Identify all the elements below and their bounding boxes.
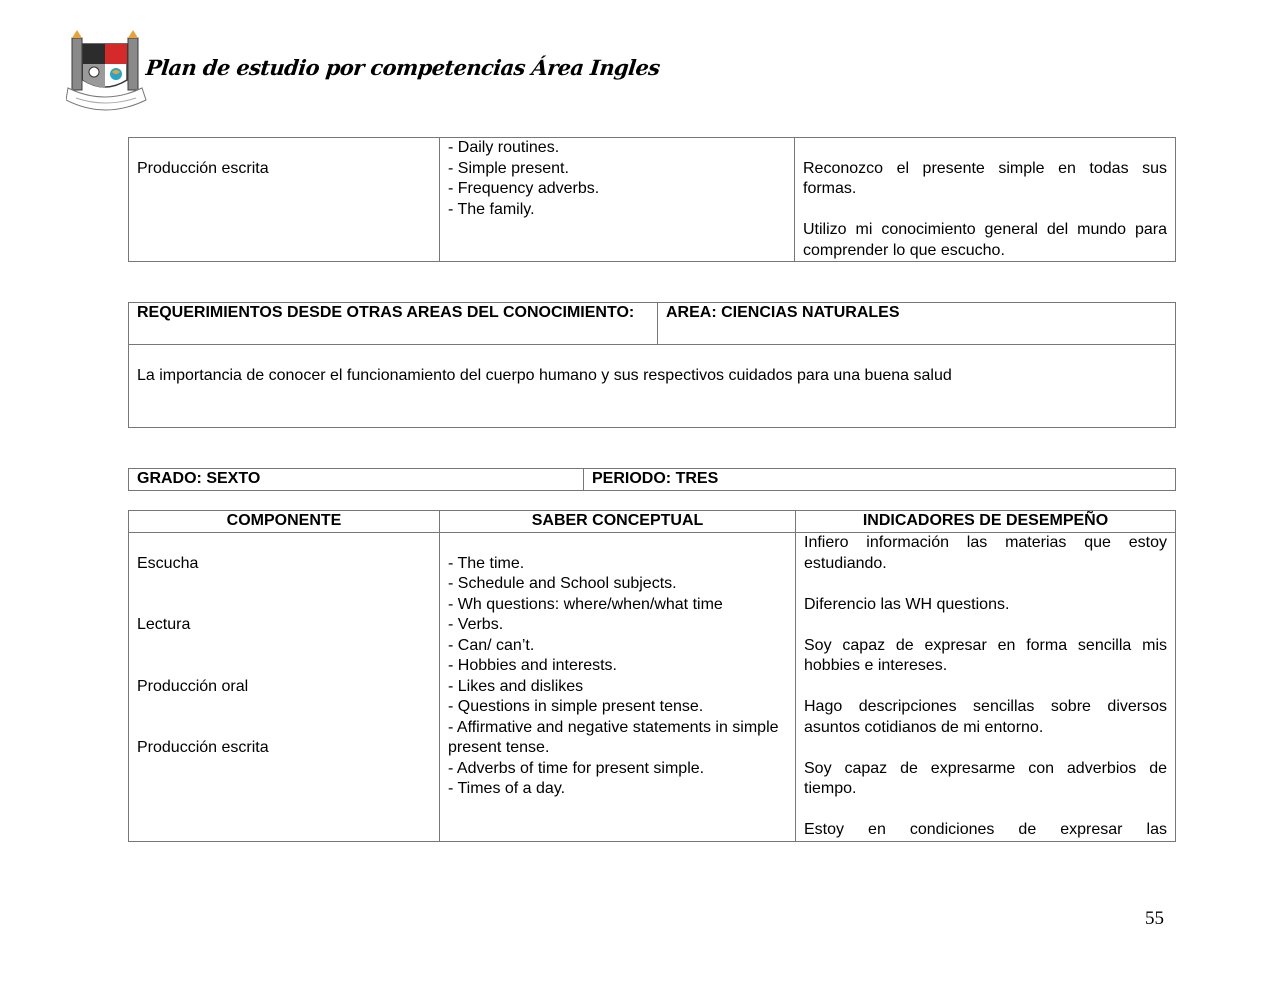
indicadores-desempeno-cell <box>796 533 1176 842</box>
header-saber-conceptual: SABER CONCEPTUAL <box>440 511 796 533</box>
componente-label: Producción escrita <box>137 159 269 177</box>
header-indicadores: INDICADORES DE DESEMPEÑO <box>796 511 1176 533</box>
indicador-item: Soy capaz de expresar en forma sencilla mis hobbies e intereses. <box>804 636 1167 674</box>
saber-item: - The family. <box>448 200 535 218</box>
school-crest-icon <box>66 28 152 122</box>
saber-item: - Schedule and School subjects. <box>448 575 677 592</box>
saber-item: - The time. <box>448 554 525 572</box>
requerimientos-table <box>128 302 1176 428</box>
saber-item: - Simple present. <box>448 159 569 177</box>
header-componente: COMPONENTE <box>129 511 440 533</box>
indicadores-cell <box>795 138 1176 262</box>
saber-item: - Likes and dislikes <box>448 677 584 695</box>
saber-item: - Verbs. <box>448 616 504 633</box>
saber-item: - Affirmative and negative statements in simple present tense. <box>448 718 779 756</box>
area-label: AREA: CIENCIAS NATURALES <box>658 303 1176 345</box>
componente-label: Producción escrita <box>137 739 269 756</box>
grado-label: GRADO: SEXTO <box>129 469 584 491</box>
requerimientos-label: REQUERIMIENTOS DESDE OTRAS AREAS DEL CONOCIMIENTO: <box>129 303 658 345</box>
componente-cell <box>129 138 440 262</box>
indicador-item: Utilizo mi conocimiento general del mundo para comprender lo que escucho. <box>803 221 1167 259</box>
componente-label: Producción oral <box>137 677 249 695</box>
competencias-table <box>128 510 1176 842</box>
saber-cell <box>440 138 795 262</box>
saber-item: - Hobbies and interests. <box>448 657 617 674</box>
saber-item: - Questions in simple present tense. <box>448 698 704 715</box>
grado-periodo-table <box>128 468 1176 491</box>
continued-plan-table <box>128 137 1176 262</box>
saber-item: - Times of a day. <box>448 780 566 797</box>
saber-item: - Wh questions: where/when/what time <box>448 595 723 613</box>
indicador-item: Reconozco el presente simple en todas sus formas. <box>803 159 1167 197</box>
saber-item: - Frequency adverbs. <box>448 180 600 197</box>
periodo-label: PERIODO: TRES <box>584 469 1176 491</box>
requerimientos-content-cell <box>129 345 1176 428</box>
saber-item: - Adverbs of time for present simple. <box>448 759 705 777</box>
indicador-item: Diferencio las WH questions. <box>804 595 1010 613</box>
indicador-item: Hago descripciones sencillas sobre diversos asuntos cotidianos de mi entorno. <box>804 698 1167 736</box>
indicador-item: Soy capaz de expresarme con adverbios de tiempo. <box>804 759 1167 797</box>
componente-label: Escucha <box>137 554 199 572</box>
indicador-item: Estoy en condiciones de expresar las <box>804 821 1167 838</box>
requerimientos-content: La importancia de conocer el funcionamiento del cuerpo humano y sus respectivos cuidados para una buena salud <box>137 366 952 384</box>
page-number: 55 <box>1145 908 1164 929</box>
saber-conceptual-cell <box>440 533 796 842</box>
indicador-item: Infiero información las materias que estoy estudiando. <box>804 534 1167 572</box>
componente-label: Lectura <box>137 616 191 633</box>
document-title: Plan de estudio por competencias Área Ingles <box>144 55 661 80</box>
saber-item: - Daily routines. <box>448 139 560 156</box>
saber-item: - Can/ can’t. <box>448 636 535 654</box>
componentes-cell <box>129 533 440 842</box>
